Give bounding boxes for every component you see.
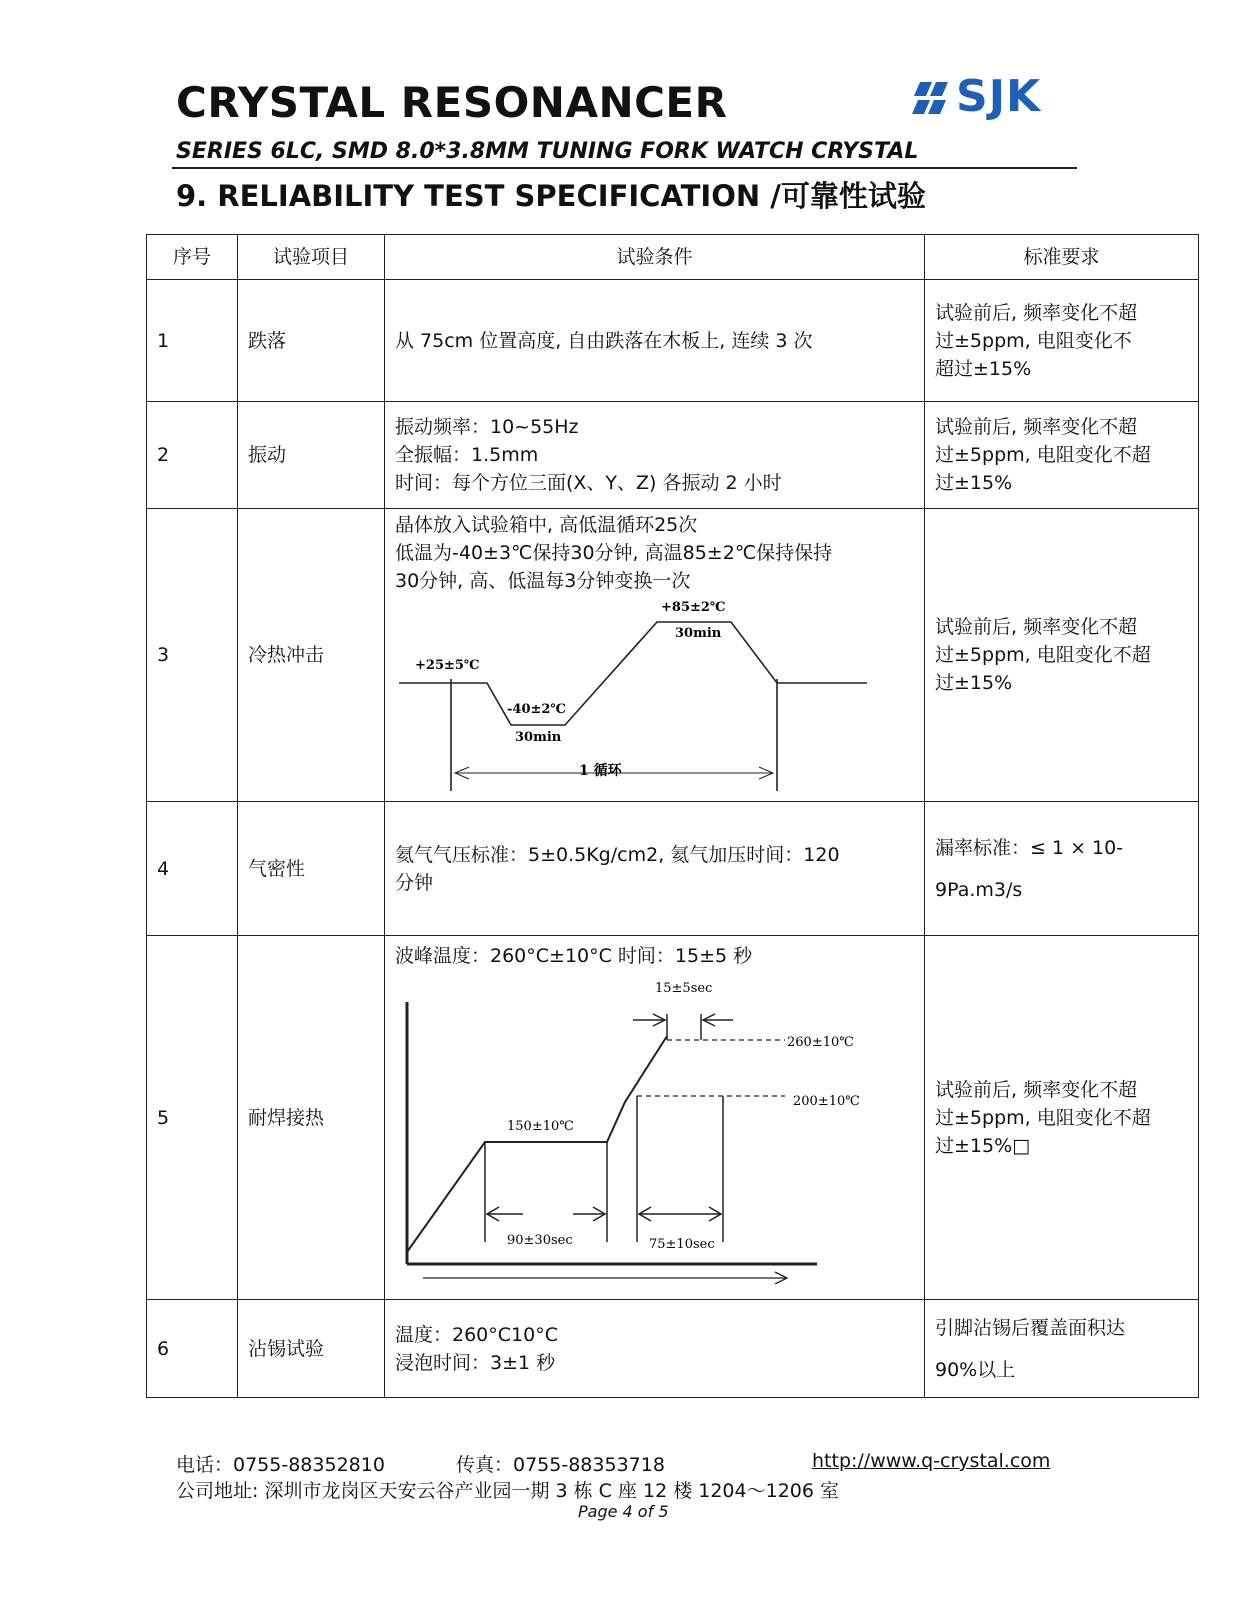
requirement-line: 过±15% xyxy=(935,472,1013,494)
row-condition xyxy=(385,280,925,402)
label-peak-time: 15±5sec xyxy=(655,981,713,996)
sjk-logo xyxy=(912,71,1082,124)
thermal-shock-diagram xyxy=(395,595,894,795)
row-requirement xyxy=(925,802,1199,936)
requirement-line: 90%以上 xyxy=(935,1358,1016,1381)
label-low-temp: -40±2℃ xyxy=(507,702,567,717)
row-requirement xyxy=(925,936,1199,1300)
condition-line: 低温为-40±3℃保持30分钟, 高温85±2℃保持保持 xyxy=(395,542,833,564)
page-number: Page 4 of 5 xyxy=(578,1502,669,1521)
row-requirement xyxy=(925,509,1199,802)
label-high-temp: +85±2℃ xyxy=(661,600,726,615)
row-requirement xyxy=(925,280,1199,402)
requirement-line: 过±5ppm, 电阻变化不 xyxy=(935,329,1132,352)
document-title: CRYSTAL RESONANCER xyxy=(176,78,728,127)
label-high-time: 30min xyxy=(675,626,722,641)
requirement-line: 过±5ppm, 电阻变化不超 xyxy=(935,444,1151,466)
row-item: 耐焊接热 xyxy=(238,936,385,1300)
label-mid-temp: 200±10℃ xyxy=(793,1094,860,1109)
requirement-line: 引脚沾锡后覆盖面积达 xyxy=(935,1316,1126,1339)
label-peak-temp: 260±10℃ xyxy=(787,1035,854,1050)
condition-line: 波峰温度：260°C±10°C 时间：15±5 秒 xyxy=(395,945,753,967)
row-no: 4 xyxy=(147,802,238,936)
requirement-line: 试验前后, 频率变化不超 xyxy=(935,1078,1138,1101)
condition-line: 晶体放入试验箱中, 高低温循环25次 xyxy=(395,514,698,536)
condition-line: 全振幅：1.5mm xyxy=(395,444,539,466)
thermal-profile-line xyxy=(399,622,867,725)
requirement-line: 试验前后, 频率变化不超 xyxy=(935,301,1138,324)
header-item: 试验项目 xyxy=(238,235,385,280)
condition-line: 30分钟, 高、低温每3分钟变换一次 xyxy=(395,570,691,592)
document-subtitle: SERIES 6LC, SMD 8.0*3.8MM TUNING FORK WATCH CRYSTAL xyxy=(176,139,919,164)
logo-text: SJK xyxy=(956,71,1042,122)
footer-fax: 传真：0755-88353718 xyxy=(456,1454,665,1476)
row-item: 气密性 xyxy=(238,802,385,936)
header-no: 序号 xyxy=(147,235,238,280)
table-row xyxy=(147,936,1199,1300)
requirement-line: 过±15%□ xyxy=(935,1134,1031,1157)
footer-address: 公司地址: 深圳市龙岗区天安云谷产业园一期 3 栋 C 座 12 楼 1204～1206 室 xyxy=(176,1480,839,1502)
requirement-line: 过±5ppm, 电阻变化不超 xyxy=(935,644,1151,666)
reliability-table xyxy=(146,234,1199,1398)
label-preheat-time: 90±30sec xyxy=(507,1233,573,1248)
row-item: 振动 xyxy=(238,402,385,509)
label-low-time: 30min xyxy=(515,730,562,745)
row-condition xyxy=(385,1300,925,1398)
requirement-line: 超过±15% xyxy=(935,357,1032,380)
row-condition xyxy=(385,402,925,509)
row-no: 6 xyxy=(147,1300,238,1398)
logo-mark-icon xyxy=(912,76,958,122)
header-condition: 试验条件 xyxy=(385,235,925,280)
footer-phone: 电话：0755-88352810 xyxy=(176,1454,385,1476)
requirement-line: 过±5ppm, 电阻变化不超 xyxy=(935,1106,1151,1129)
row-no: 2 xyxy=(147,402,238,509)
requirement-line: 试验前后, 频率变化不超 xyxy=(935,416,1138,438)
condition-line: 时间：每个方位三面(X、Y、Z) 各振动 2 小时 xyxy=(395,472,782,494)
row-requirement xyxy=(925,402,1199,509)
table-row xyxy=(147,1300,1199,1398)
row-item: 沾锡试验 xyxy=(238,1300,385,1398)
table-header-row xyxy=(147,235,1199,280)
row-condition xyxy=(385,936,925,1300)
row-no: 5 xyxy=(147,936,238,1300)
requirement-line: 漏率标准：≤ 1 × 10- xyxy=(935,836,1124,859)
requirement-line: 过±15% xyxy=(935,672,1013,694)
label-mid-time: 75±10sec xyxy=(649,1237,715,1252)
condition-line: 氦气气压标准：5±0.5Kg/cm2, 氦气加压时间：120 xyxy=(395,843,840,866)
requirement-line: 试验前后, 频率变化不超 xyxy=(935,616,1138,638)
row-condition xyxy=(385,509,925,802)
table-row xyxy=(147,802,1199,936)
condition-line: 振动频率：10~55Hz xyxy=(395,416,579,438)
solder-profile-line xyxy=(407,1036,667,1252)
footer-website-link[interactable]: http://www.q-crystal.com xyxy=(812,1450,1051,1472)
label-room-temp: +25±5℃ xyxy=(415,658,480,673)
row-condition xyxy=(385,802,925,936)
table-row xyxy=(147,402,1199,509)
condition-line: 分钟 xyxy=(395,871,434,894)
row-no: 3 xyxy=(147,509,238,802)
row-requirement xyxy=(925,1300,1199,1398)
requirement-line: 9Pa.m3/s xyxy=(935,878,1023,901)
label-preheat-temp: 150±10℃ xyxy=(507,1119,574,1134)
condition-line: 温度：260°C10°C xyxy=(395,1323,558,1346)
header-requirement: 标准要求 xyxy=(925,235,1199,280)
condition-line: 浸泡时间：3±1 秒 xyxy=(395,1351,556,1374)
label-cycle: 1 循环 xyxy=(579,763,622,779)
row-item: 冷热冲击 xyxy=(238,509,385,802)
condition-line: 从 75cm 位置高度, 自由跌落在木板上, 连续 3 次 xyxy=(395,329,813,352)
row-no: 1 xyxy=(147,280,238,402)
soldering-heat-diagram xyxy=(395,974,894,1284)
section-heading: 9. RELIABILITY TEST SPECIFICATION /可靠性试验 xyxy=(176,179,926,213)
row-item: 跌落 xyxy=(238,280,385,402)
table-row xyxy=(147,280,1199,402)
table-row xyxy=(147,509,1199,802)
header-divider xyxy=(172,167,1077,169)
